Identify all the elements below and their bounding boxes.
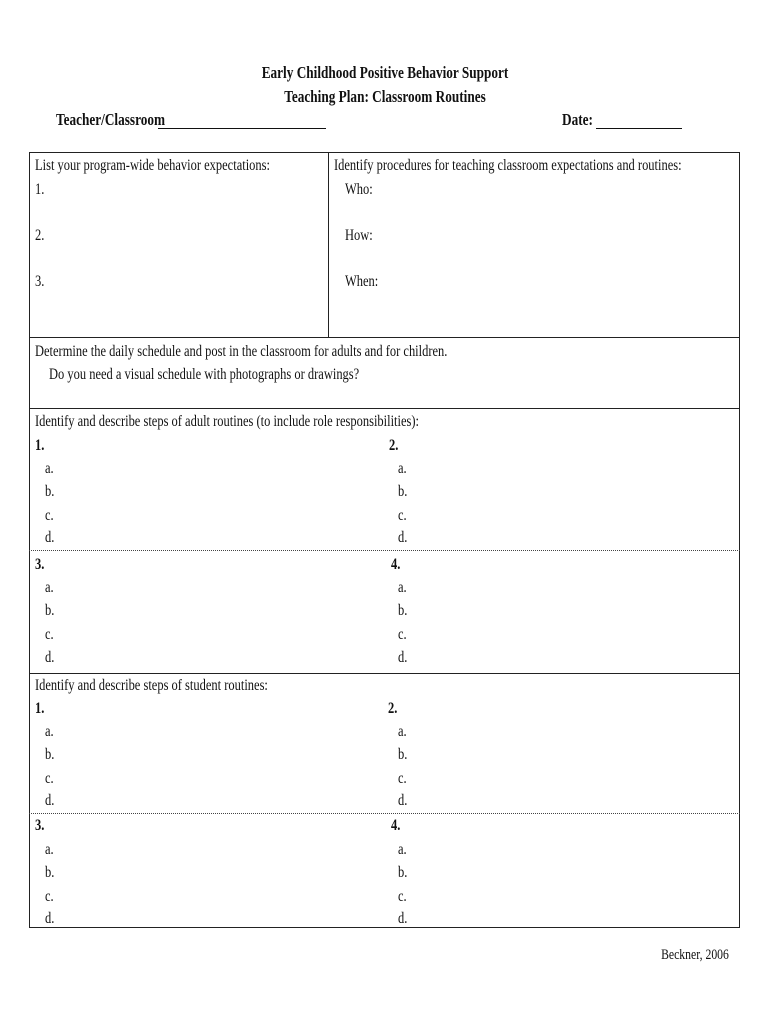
adult-routine-1-step-c[interactable]: c. bbox=[45, 507, 54, 524]
student-routine-2: 2. bbox=[388, 700, 398, 717]
footer-credit: Beckner, 2006 bbox=[661, 947, 729, 963]
student-routine-1: 1. bbox=[35, 700, 45, 717]
teacher-classroom-field[interactable] bbox=[158, 128, 326, 129]
column-divider bbox=[328, 152, 329, 338]
teacher-classroom-label: Teacher/Classroom bbox=[56, 110, 166, 129]
adult-routine-3-step-b[interactable]: b. bbox=[45, 602, 55, 619]
adult-routine-2: 2. bbox=[389, 437, 399, 454]
adult-routine-3: 3. bbox=[35, 556, 45, 573]
adult-routine-2-step-a[interactable]: a. bbox=[398, 460, 407, 477]
procedures-heading: Identify procedures for teaching classroom expectations and routines: bbox=[334, 157, 682, 174]
expectations-heading: List your program-wide behavior expectations: bbox=[35, 157, 270, 174]
schedule-instruction: Determine the daily schedule and post in the classroom for adults and for children. bbox=[35, 343, 448, 360]
student-routine-2-step-d[interactable]: d. bbox=[398, 792, 408, 809]
procedure-when[interactable]: When: bbox=[345, 273, 379, 290]
student-routine-2-step-a[interactable]: a. bbox=[398, 723, 407, 740]
section-divider-adult bbox=[29, 408, 740, 409]
student-routine-4-step-a[interactable]: a. bbox=[398, 841, 407, 858]
student-routine-1-step-a[interactable]: a. bbox=[45, 723, 54, 740]
student-routine-3-step-c[interactable]: c. bbox=[45, 888, 54, 905]
student-routine-2-step-b[interactable]: b. bbox=[398, 746, 408, 763]
procedure-who[interactable]: Who: bbox=[345, 181, 373, 198]
adult-routine-2-step-c[interactable]: c. bbox=[398, 507, 407, 524]
student-routine-4-step-d[interactable]: d. bbox=[398, 910, 408, 927]
adult-routine-4-step-b[interactable]: b. bbox=[398, 602, 408, 619]
adult-routine-1: 1. bbox=[35, 437, 45, 454]
adult-routine-2-step-b[interactable]: b. bbox=[398, 483, 408, 500]
student-routine-3: 3. bbox=[35, 817, 45, 834]
student-routine-2-step-c[interactable]: c. bbox=[398, 770, 407, 787]
schedule-question: Do you need a visual schedule with photographs or drawings? bbox=[49, 366, 360, 383]
student-routine-1-step-d[interactable]: d. bbox=[45, 792, 55, 809]
section-divider-student bbox=[29, 673, 740, 674]
date-field[interactable] bbox=[596, 128, 682, 129]
form-title: Early Childhood Positive Behavior Support bbox=[261, 63, 509, 82]
form-subtitle: Teaching Plan: Classroom Routines bbox=[284, 87, 486, 106]
student-routine-1-step-c[interactable]: c. bbox=[45, 770, 54, 787]
adult-routine-1-step-d[interactable]: d. bbox=[45, 529, 55, 546]
adult-routine-2-step-d[interactable]: d. bbox=[398, 529, 408, 546]
student-routine-4-step-c[interactable]: c. bbox=[398, 888, 407, 905]
student-routines-dotted-divider bbox=[29, 813, 740, 814]
routines-form-box bbox=[29, 152, 740, 928]
expectation-item-1[interactable]: 1. bbox=[35, 181, 45, 198]
expectation-item-3[interactable]: 3. bbox=[35, 273, 45, 290]
adult-routine-4-step-d[interactable]: d. bbox=[398, 649, 408, 666]
adult-routines-dotted-divider bbox=[29, 550, 740, 551]
student-routine-3-step-d[interactable]: d. bbox=[45, 910, 55, 927]
student-routine-4-step-b[interactable]: b. bbox=[398, 864, 408, 881]
adult-routine-1-step-b[interactable]: b. bbox=[45, 483, 55, 500]
procedure-how[interactable]: How: bbox=[345, 227, 373, 244]
date-label: Date: bbox=[562, 110, 593, 129]
student-routine-3-step-b[interactable]: b. bbox=[45, 864, 55, 881]
adult-routine-3-step-a[interactable]: a. bbox=[45, 579, 54, 596]
adult-routine-3-step-d[interactable]: d. bbox=[45, 649, 55, 666]
adult-routine-4: 4. bbox=[391, 556, 401, 573]
adult-routines-heading: Identify and describe steps of adult routines (to include role responsibilities): bbox=[35, 413, 420, 430]
adult-routine-4-step-a[interactable]: a. bbox=[398, 579, 407, 596]
student-routine-3-step-a[interactable]: a. bbox=[45, 841, 54, 858]
student-routines-heading: Identify and describe steps of student routines: bbox=[35, 677, 268, 694]
adult-routine-4-step-c[interactable]: c. bbox=[398, 626, 407, 643]
adult-routine-3-step-c[interactable]: c. bbox=[45, 626, 54, 643]
adult-routine-1-step-a[interactable]: a. bbox=[45, 460, 54, 477]
student-routine-1-step-b[interactable]: b. bbox=[45, 746, 55, 763]
expectation-item-2[interactable]: 2. bbox=[35, 227, 45, 244]
section-divider-schedule bbox=[29, 337, 740, 338]
student-routine-4: 4. bbox=[391, 817, 401, 834]
